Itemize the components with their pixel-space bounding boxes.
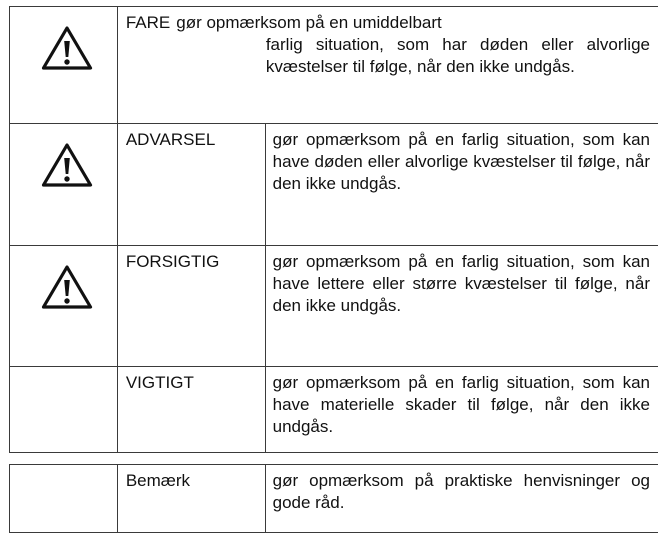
icon-cell [10, 124, 118, 245]
empty-icon-cell [10, 465, 118, 532]
empty-icon-cell [10, 367, 118, 452]
table-row-bemaerk [10, 465, 658, 533]
warning-triangle-icon [41, 264, 93, 310]
warning-triangle-icon [41, 142, 93, 188]
signal-word-label: ADVARSEL [118, 124, 266, 245]
signal-word-description: gør opmærksom på en farlig situation, som kan have materielle skader til følge, når den ikke undgås. [266, 367, 658, 452]
signal-word-description: gør opmærksom på en farlig situation, som kan have lettere eller større kvæstelser til følge, når den ikke undgås. [266, 246, 658, 366]
signal-word-label: FORSIGTIG [118, 246, 266, 366]
signal-word-label: FARE [125, 13, 171, 32]
table-row-forsigtig [10, 246, 658, 367]
warning-triangle-icon [41, 25, 93, 71]
signal-word-description: gør opmærksom på en farlig situation, som kan have døden eller alvorlige kvæstelser til følge, når den ikke undgås. [266, 124, 658, 245]
hazard-levels-table [9, 6, 658, 453]
fare-description-rest: farlig situation, som har døden eller alvorlige kvæstelser til følge, når den ikke undgås. [265, 35, 650, 76]
note-label: Bemærk [118, 465, 266, 532]
table-row-vigtigt [10, 367, 658, 453]
signal-word-label: VIGTIGT [118, 367, 266, 452]
fare-description-head: gør opmærksom på en umiddelbart [176, 13, 442, 32]
icon-cell [10, 246, 118, 366]
icon-cell [10, 7, 118, 123]
table-row-advarsel [10, 124, 658, 246]
note-description: gør opmærksom på praktiske henvisninger og gode råd. [266, 465, 658, 532]
table-row-fare [10, 7, 658, 124]
note-table [9, 464, 658, 533]
fare-description-cell [118, 7, 658, 123]
